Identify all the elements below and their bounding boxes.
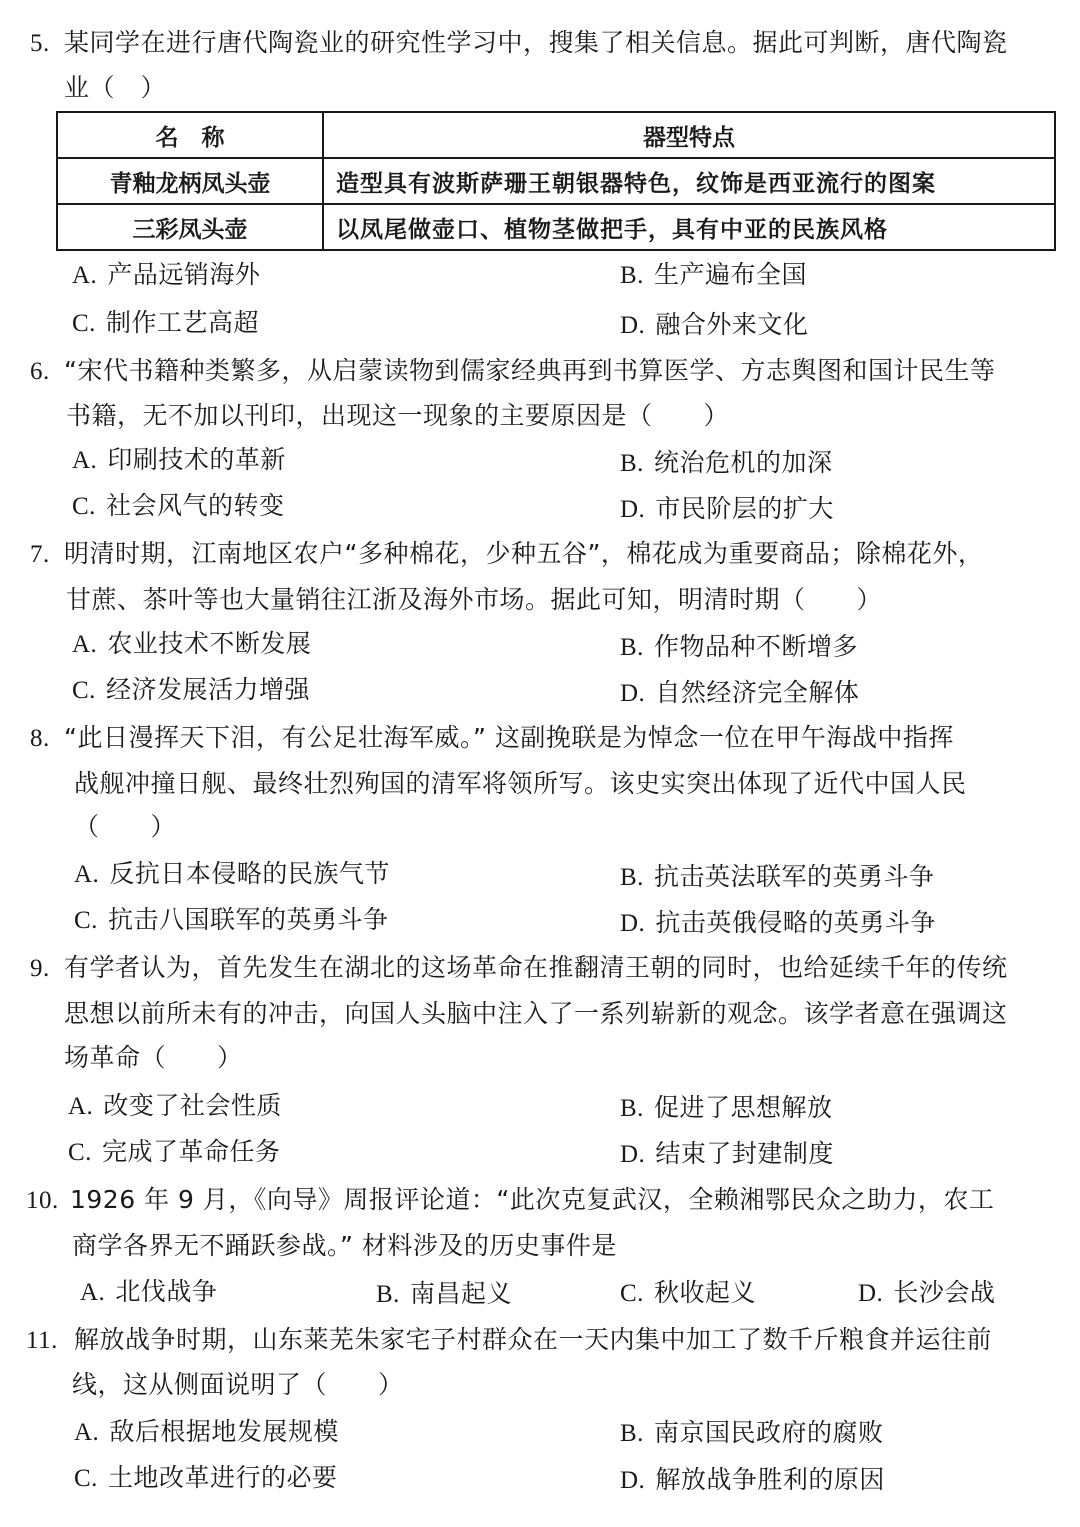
option-letter: C. bbox=[68, 1139, 92, 1166]
option-d[interactable] bbox=[620, 308, 808, 343]
table-cell-name: 三彩凤头壶 bbox=[57, 204, 323, 250]
option-letter: A. bbox=[80, 1279, 106, 1306]
option-letter: D. bbox=[620, 1141, 646, 1168]
option-text: 产品远销海外 bbox=[107, 260, 261, 289]
table-cell-feature: 造型具有波斯萨珊王朝银器特色，纹饰是西亚流行的图案 bbox=[323, 158, 1055, 204]
option-letter: B. bbox=[620, 262, 644, 289]
table-row bbox=[57, 204, 1055, 250]
option-letter: C. bbox=[74, 907, 98, 934]
question-text: “此日漫挥天下泪，有公足壮海军威。” 这副挽联是为悼念一位在甲午海战中指挥 bbox=[64, 723, 954, 752]
option-text: 促进了思想解放 bbox=[653, 1093, 833, 1122]
option-d[interactable] bbox=[620, 1463, 885, 1498]
option-letter: A. bbox=[72, 447, 98, 474]
option-text: 印刷技术的革新 bbox=[107, 445, 286, 474]
option-letter: D. bbox=[620, 496, 646, 523]
option-text: 抗击英法联军的英勇斗争 bbox=[653, 862, 935, 891]
option-text: 北伐战争 bbox=[115, 1277, 218, 1306]
option-text: 农业技术不断发展 bbox=[107, 629, 312, 658]
question-11-line-2: 线，这从侧面说明了（ ） bbox=[72, 1370, 404, 1399]
question-9-line-2: 思想以前所未有的冲击，向国人头脑中注入了一系列崭新的观念。该学者意在强调这 bbox=[64, 999, 1008, 1028]
question-9-line-1 bbox=[30, 951, 1008, 986]
table-cell-feature: 以凤尾做壶口、植物茎做把手，具有中亚的民族风格 bbox=[323, 204, 1055, 250]
option-letter: B. bbox=[376, 1281, 400, 1308]
question-7-line-1 bbox=[30, 537, 983, 572]
option-b[interactable] bbox=[620, 1416, 883, 1451]
option-letter: B. bbox=[620, 450, 644, 477]
question-8-line-3: （ ） bbox=[74, 812, 177, 841]
option-c[interactable] bbox=[72, 673, 310, 708]
table-row bbox=[57, 158, 1055, 204]
option-text: 抗击英俄侵略的英勇斗争 bbox=[655, 908, 936, 937]
question-number: 6. bbox=[30, 358, 50, 385]
option-letter: D. bbox=[620, 1467, 646, 1494]
option-d[interactable] bbox=[620, 676, 859, 711]
option-c[interactable] bbox=[68, 1135, 280, 1170]
question-number: 8. bbox=[30, 725, 50, 752]
option-letter: A. bbox=[72, 631, 98, 658]
option-a[interactable] bbox=[80, 1275, 217, 1310]
option-text: 市民阶层的扩大 bbox=[655, 494, 834, 523]
option-letter: C. bbox=[620, 1280, 644, 1307]
question-7-line-2: 甘蔗、茶叶等也大量销往江浙及海外市场。据此可知，明清时期（ ） bbox=[66, 585, 883, 614]
option-letter: B. bbox=[620, 864, 644, 891]
question-number: 11. bbox=[26, 1327, 58, 1354]
option-text: 长沙会战 bbox=[893, 1278, 996, 1307]
option-text: 制作工艺高超 bbox=[105, 308, 259, 337]
option-text: 反抗日本侵略的民族气节 bbox=[109, 859, 390, 888]
option-b[interactable] bbox=[620, 860, 934, 895]
option-letter: C. bbox=[72, 310, 96, 337]
option-letter: A. bbox=[68, 1093, 94, 1120]
option-letter: D. bbox=[620, 910, 646, 937]
option-text: 作物品种不断增多 bbox=[653, 632, 858, 661]
option-text: 秋收起义 bbox=[653, 1278, 756, 1307]
option-text: 统治危机的加深 bbox=[653, 448, 833, 477]
option-letter: A. bbox=[74, 861, 100, 888]
option-a[interactable] bbox=[74, 857, 390, 892]
option-b[interactable] bbox=[376, 1277, 512, 1312]
option-text: 解放战争胜利的原因 bbox=[655, 1465, 885, 1494]
option-letter: D. bbox=[858, 1280, 884, 1307]
question-11-line-1 bbox=[26, 1323, 992, 1358]
question-5-line-1 bbox=[30, 26, 1008, 61]
question-number: 5. bbox=[30, 30, 50, 57]
column-header-feature: 器型特点 bbox=[323, 112, 1055, 158]
option-text: 经济发展活力增强 bbox=[105, 675, 310, 704]
option-letter: B. bbox=[620, 634, 644, 661]
option-text: 敌后根据地发展规模 bbox=[109, 1417, 339, 1446]
option-text: 抗击八国联军的英勇斗争 bbox=[107, 905, 389, 934]
question-6-line-2: 书籍，无不加以刊印，出现这一现象的主要原因是（ ） bbox=[66, 401, 730, 430]
option-text: 完成了革命任务 bbox=[101, 1137, 281, 1166]
question-8-line-1 bbox=[30, 721, 954, 756]
option-letter: D. bbox=[620, 312, 646, 339]
option-d[interactable] bbox=[858, 1276, 995, 1311]
column-header-name: 名 称 bbox=[57, 112, 323, 158]
question-10-line-2: 商学各界无不踊跃参战。” 材料涉及的历史事件是 bbox=[72, 1231, 617, 1260]
option-text: 南京国民政府的腐败 bbox=[653, 1418, 884, 1447]
table-header-row bbox=[57, 112, 1055, 158]
option-letter: C. bbox=[72, 677, 96, 704]
option-text: 改变了社会性质 bbox=[103, 1091, 282, 1120]
option-text: 土地改革进行的必要 bbox=[107, 1463, 338, 1492]
question-number: 7. bbox=[30, 541, 50, 568]
question-8-line-2: 战舰冲撞日舰、最终壮烈殉国的清军将领所写。该史实突出体现了近代中国人民 bbox=[74, 769, 967, 798]
option-letter: D. bbox=[620, 680, 646, 707]
option-c[interactable] bbox=[74, 1461, 337, 1496]
question-text: 明清时期，江南地区农户“多种棉花，少种五谷”，棉花成为重要商品；除棉花外， bbox=[64, 539, 984, 568]
option-a[interactable] bbox=[68, 1089, 282, 1124]
question-5-line-2: 业（ ） bbox=[64, 73, 167, 102]
question-number: 9. bbox=[30, 955, 50, 982]
question-10-line-1 bbox=[26, 1183, 994, 1218]
question-6-line-1 bbox=[30, 354, 995, 389]
option-text: 自然经济完全解体 bbox=[655, 678, 860, 707]
option-letter: A. bbox=[72, 262, 98, 289]
option-a[interactable] bbox=[74, 1415, 339, 1450]
question-text: 1926 年 9 月，《向导》周报评论道：“此次克复武汉，全赖湘鄂民众之助力，农工 bbox=[70, 1185, 995, 1214]
option-d[interactable] bbox=[620, 492, 834, 527]
option-c[interactable] bbox=[620, 1276, 756, 1311]
option-letter: B. bbox=[620, 1420, 644, 1447]
question-text: 某同学在进行唐代陶瓷业的研究性学习中，搜集了相关信息。据此可判断，唐代陶瓷 bbox=[64, 28, 1008, 57]
option-text: 结束了封建制度 bbox=[655, 1139, 834, 1168]
option-a[interactable] bbox=[72, 443, 286, 478]
option-text: 南昌起义 bbox=[409, 1279, 512, 1308]
option-text: 融合外来文化 bbox=[655, 310, 809, 339]
option-letter: C. bbox=[74, 1465, 98, 1492]
option-a[interactable] bbox=[72, 258, 260, 293]
question-number: 10. bbox=[26, 1187, 59, 1214]
option-c[interactable] bbox=[72, 489, 284, 524]
pottery-table bbox=[56, 111, 1056, 251]
option-b[interactable] bbox=[620, 1091, 832, 1126]
option-b[interactable] bbox=[620, 630, 858, 665]
option-d[interactable] bbox=[620, 1137, 834, 1172]
option-d[interactable] bbox=[620, 906, 936, 941]
option-letter: A. bbox=[74, 1419, 100, 1446]
question-text: 解放战争时期，山东莱芜朱家宅子村群众在一天内集中加工了数千斤粮食并运往前 bbox=[74, 1325, 993, 1354]
table-cell-name: 青釉龙柄凤头壶 bbox=[57, 158, 323, 204]
option-b[interactable] bbox=[620, 446, 832, 481]
question-text: “宋代书籍种类繁多，从启蒙读物到儒家经典再到书算医学、方志舆图和国计民生等 bbox=[64, 356, 996, 385]
option-text: 社会风气的转变 bbox=[105, 491, 285, 520]
option-letter: C. bbox=[72, 493, 96, 520]
option-a[interactable] bbox=[72, 627, 311, 662]
option-c[interactable] bbox=[74, 903, 388, 938]
option-text: 生产遍布全国 bbox=[653, 260, 807, 289]
question-9-line-3: 场革命（ ） bbox=[64, 1043, 243, 1072]
option-c[interactable] bbox=[72, 306, 259, 341]
option-letter: B. bbox=[620, 1095, 644, 1122]
option-b[interactable] bbox=[620, 258, 807, 293]
question-text: 有学者认为，首先发生在湖北的这场革命在推翻清王朝的同时，也给延续千年的传统 bbox=[64, 953, 1008, 982]
